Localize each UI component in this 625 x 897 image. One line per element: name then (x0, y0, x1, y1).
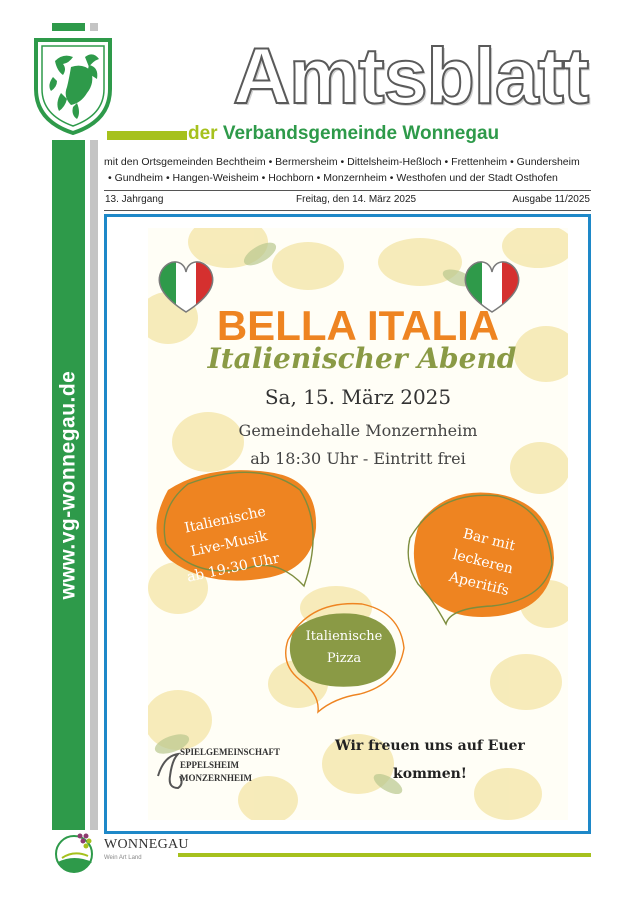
subtitle-prefix: der (188, 123, 218, 144)
footer-brand: WONNEGAU (104, 837, 189, 852)
website-url-text: www.vg-wonnegau.de (56, 370, 80, 600)
music-line-3: ab 19:30 Uhr (185, 550, 281, 586)
poster-headline: BELLA ITALIA (216, 302, 500, 349)
subtitle-main: Verbandsgemeinde Wonnegau (222, 123, 500, 144)
poster-venue: Gemeindehalle Monzernheim (238, 421, 478, 440)
music-line-1: Italienische (183, 503, 268, 537)
issue-number: Ausgabe 11/2025 (512, 194, 590, 205)
member-municipalities-line-2: • Gundheim • Hangen-Weisheim • Hochborn • Monzernheim • Westhofen und der Stadt Osthofen (108, 172, 558, 184)
closing-line-2: kommen! (393, 766, 467, 782)
member-municipalities-line-1: mit den Ortsgemeinden Bechtheim • Bermersheim • Dittelsheim-Heßloch • Frettenheim • Gundersheim (104, 156, 580, 168)
poster-time: ab 18:30 Uhr - Eintritt frei (250, 449, 466, 468)
poster-script-subtitle: Italienischer Abend (207, 342, 517, 375)
event-poster (148, 228, 568, 820)
closing-line-1: Wir freuen uns auf Euer (335, 738, 525, 754)
pizza-line-1: Italienische (305, 629, 383, 644)
organizer-line-2: EPPELSHEIM (180, 760, 240, 770)
website-url (52, 140, 85, 830)
footer-tagline: Wein Art Land (104, 855, 142, 861)
bar-line-1: Bar mit (461, 525, 517, 555)
wonnegau-logo-icon (52, 828, 102, 876)
organizer-line-1: SPIELGEMEINSCHAFT (180, 747, 281, 757)
divider (104, 190, 591, 191)
bar-line-3: Aperitifs (447, 568, 511, 600)
gray-top-bar (90, 23, 98, 31)
divider (104, 210, 591, 211)
dragon-crest-icon (33, 37, 113, 135)
green-top-bar (52, 23, 85, 31)
bar-line-2: leckeren (451, 546, 515, 578)
pizza-line-2: Pizza (326, 651, 362, 666)
gray-sidebar (90, 140, 98, 830)
organizer-line-3: MONZERNHEIM (180, 773, 252, 783)
issue-date: Freitag, den 14. März 2025 (296, 194, 417, 205)
subtitle-accent-bar (107, 131, 187, 140)
page-title: Amtsblatt (233, 31, 589, 120)
issue-volume: 13. Jahrgang (105, 194, 164, 205)
music-line-2: Live-Musik (189, 528, 270, 561)
page-subtitle (188, 123, 499, 145)
poster-date: Sa, 15. März 2025 (264, 385, 452, 409)
footer-accent-line (178, 853, 591, 857)
